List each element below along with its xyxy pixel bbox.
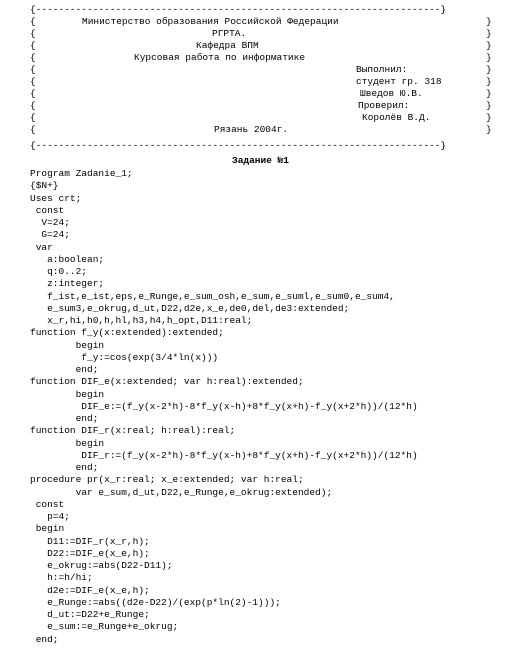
code-line: begin bbox=[30, 339, 105, 351]
code-line: f_y:=cos(exp(3/4*ln(x))) bbox=[30, 351, 219, 363]
code-line: Uses crt; bbox=[30, 192, 82, 204]
checked-label: Проверил: bbox=[358, 100, 410, 111]
code-line: {$N+} bbox=[30, 180, 59, 192]
code-line: DIF_e:=(f_y(x-2*h)-8*f_y(x-h)+8*f_y(x+h)-f_y(x+2*h))/(12*h) bbox=[30, 400, 418, 412]
code-line: var bbox=[30, 241, 53, 253]
city-year: Рязань 2004г. bbox=[214, 124, 289, 135]
header-top-border: {-----------------------------------------------------------------------} bbox=[30, 4, 447, 15]
checker-name: Королёв В.Д. bbox=[362, 112, 431, 123]
code-line: e_sum:=e_Runge+e_okrug; bbox=[30, 621, 179, 633]
code-line: d_ut:=D22+e_Runge; bbox=[30, 609, 150, 620]
code-line: D22:=DIF_e(x_e,h); bbox=[30, 547, 150, 559]
code-line: Program Zadanie_1; bbox=[30, 168, 133, 179]
code-line: e_okrug:=abs(D22-D11); bbox=[30, 560, 173, 571]
department-name: Кафедра ВПМ bbox=[196, 40, 259, 51]
code-line: begin bbox=[30, 523, 65, 535]
code-line: begin bbox=[30, 388, 105, 400]
code-line: end; bbox=[30, 364, 99, 375]
code-line: end; bbox=[30, 633, 59, 645]
code-line: const bbox=[30, 204, 65, 216]
code-line: x_r,hi,h0,h,hl,h3,h4,h_opt,D11:real; bbox=[30, 315, 253, 326]
performed-label: Выполнил: bbox=[356, 64, 408, 75]
university-name: РГРТА. bbox=[212, 28, 247, 39]
code-line: procedure pr(x_r:real; x_e:extended; var h:real; bbox=[30, 474, 304, 486]
code-line: z:integer; bbox=[30, 278, 105, 290]
code-line: e_Runge:=abs((d2e-D22)/(exp(p*ln(2)-1))); bbox=[30, 596, 281, 608]
code-line: function DIF_e(x:extended; var h:real):extended; bbox=[30, 376, 304, 388]
header-bottom-border: {-----------------------------------------------------------------------} bbox=[30, 140, 447, 151]
code-line: V=24; bbox=[30, 217, 70, 228]
code-line: const bbox=[30, 498, 65, 510]
code-line: G=24; bbox=[30, 229, 70, 241]
code-line: f_ist,e_ist,eps,e_Runge,e_sum_osh,e_sum,e_suml,e_sum0,e_sum4, bbox=[30, 290, 395, 302]
header-right-braces: } } } } } } } } } } bbox=[486, 16, 492, 135]
header-left-braces: { { { { { { { { { { bbox=[30, 16, 36, 135]
student-name: Шведов Ю.В. bbox=[360, 88, 423, 99]
code-line: p=4; bbox=[30, 511, 70, 522]
code-line: var e_sum,d_ut,D22,e_Runge,e_okrug:extended); bbox=[30, 486, 333, 498]
ministry-name: Министерство образования Российской Федерации bbox=[82, 16, 339, 27]
code-line: q:0..2; bbox=[30, 266, 88, 277]
work-title: Курсовая работа по информатике bbox=[134, 52, 306, 63]
code-line: e_sum3,e_okrug,d_ut,D22,d2e,x_e,de0,del,de3:extended; bbox=[30, 302, 350, 314]
code-line: a:boolean; bbox=[30, 253, 105, 265]
code-line: function f_y(x:extended):extended; bbox=[30, 327, 224, 339]
task-title: Задание №1 bbox=[232, 155, 290, 166]
code-line: end; bbox=[30, 462, 99, 473]
student-group: студент гр. 318 bbox=[356, 76, 442, 87]
code-line: DIF_r:=(f_y(x-2*h)-8*f_y(x-h)+8*f_y(x+h)-f_y(x+2*h))/(12*h) bbox=[30, 449, 418, 461]
code-line: end; bbox=[30, 413, 99, 424]
code-line: h:=h/hi; bbox=[30, 572, 93, 584]
code-line: function DIF_r(x:real; h:real):real; bbox=[30, 425, 236, 437]
code-line: d2e:=DIF_e(x_e,h); bbox=[30, 584, 150, 596]
code-line: begin bbox=[30, 437, 105, 449]
code-line: D11:=DIF_r(x_r,h); bbox=[30, 535, 150, 547]
